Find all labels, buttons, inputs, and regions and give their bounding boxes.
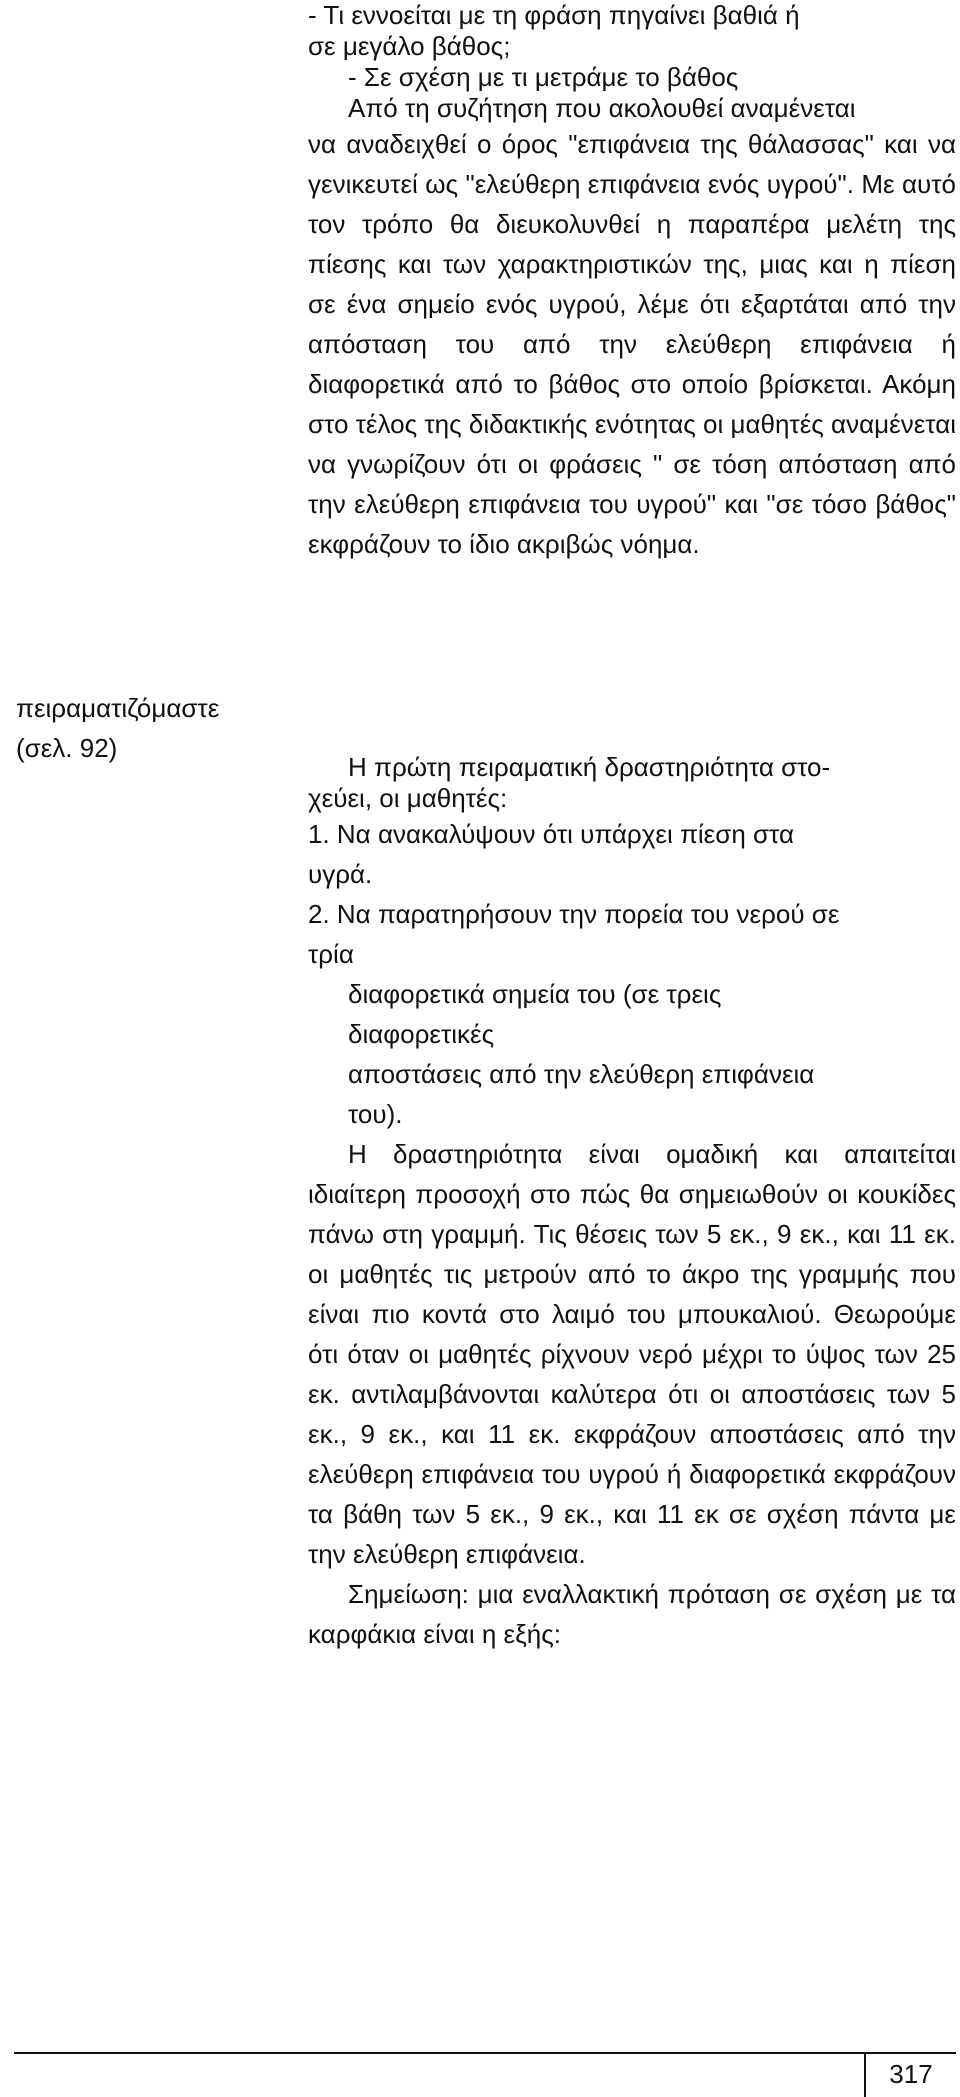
- objectives-list: [308, 814, 956, 1134]
- objective-1-line-2: υγρά.: [308, 859, 373, 889]
- objective-2: [308, 894, 956, 1134]
- margin-note: [16, 688, 256, 768]
- activity-intro-line-2: χεύει, οι μαθητές:: [308, 783, 508, 813]
- activity-paragraph: Η δραστηριότητα είναι ομαδική και απαιτείται ιδιαίτερη προσοχή στο πώς θα σημειωθούν οι κουκίδες πάνω στη γραμμή. Τις θέσεις των 5 εκ., 9 εκ., και 11 εκ. οι μαθητές τις μετρούν από το άκρο της γραμμής που είναι πιο κοντά στο λαιμό του μπουκαλιού. Θεωρούμε ότι όταν οι μαθητές ρίχνουν νερό μέχρι το ύψος των 25 εκ. αντιλαμβάνονται καλύτερα ότι οι αποστάσεις των 5 εκ., 9 εκ., και 11 εκ. εκφράζουν αποστάσεις από την ελεύθερη επιφάνεια του υγρού ή διαφορετικά εκφράζουν τα βάθη των 5 εκ., 9 εκ., και 11 εκ σε σχέση πάντα με την ελεύθερη επιφάνεια.: [308, 1139, 956, 1569]
- activity-text-block: [308, 752, 956, 1654]
- objective-1-line-1: 1. Να ανακαλύψουν ότι υπάρχει πίεση στα: [308, 819, 794, 849]
- footer-rule: [14, 2052, 956, 2054]
- objective-2-line-2: τρία: [308, 939, 354, 969]
- margin-note-line-1: πειραματιζόμαστε: [16, 693, 220, 723]
- question-1-line-2: σε μεγάλο βάθος;: [308, 31, 511, 61]
- objective-2-sub-3: αποστάσεις από την ελεύθερη επιφάνεια: [348, 1059, 815, 1089]
- margin-note-line-2: (σελ. 92): [16, 733, 118, 763]
- discussion-paragraph: να αναδειχθεί ο όρος "επιφάνεια της θάλασσας" και να γενικευτεί ως "ελεύθερη επιφάνεια ενός υγρού". Με αυτό τον τρόπο θα διευκολυνθεί η παραπέρα μελέτη της πίεσης και των χαρακτηριστικών της, μιας και η πίεση σε ένα σημείο ενός υγρού, λέμε ότι εξαρτάται από την απόσταση του από την ελεύθερη επιφάνεια ή διαφορετικά από το βάθος στο οποίο βρίσκεται. Ακόμη στο τέλος της διδακτικής ενότητας οι μαθητές αναμένεται να γνωρίζουν ότι οι φράσεις " σε τόση απόσταση από την ελεύθερη επιφάνεια του υγρού" και "σε τόσο βάθος" εκφράζουν το ίδιο ακριβώς νόημα.: [308, 129, 956, 559]
- note-paragraph: Σημείωση: μια εναλλακτική πρόταση σε σχέση με τα καρφάκια είναι η εξής:: [308, 1579, 956, 1649]
- activity-intro-line-1: Η πρώτη πειραματική δραστηριότητα στο-: [348, 752, 831, 782]
- objective-2-sub-2: διαφορετικές: [348, 1019, 495, 1049]
- top-text-block: [308, 0, 956, 564]
- question-2: - Σε σχέση με τι μετράμε το βάθος: [348, 62, 739, 92]
- objective-2-sub-4: του).: [348, 1099, 403, 1129]
- objective-2-line-1: 2. Να παρατηρήσουν την πορεία του νερού σε: [308, 899, 840, 929]
- question-1-line-1: - Τι εννοείται με τη φράση πηγαίνει βαθιά ή: [308, 0, 800, 30]
- page-number: 317: [864, 2052, 956, 2097]
- objective-2-sub-1: διαφορετικά σημεία του (σε τρεις: [348, 979, 722, 1009]
- objective-1: [308, 814, 956, 894]
- discussion-intro: Από τη συζήτηση που ακολουθεί αναμένεται: [348, 93, 856, 123]
